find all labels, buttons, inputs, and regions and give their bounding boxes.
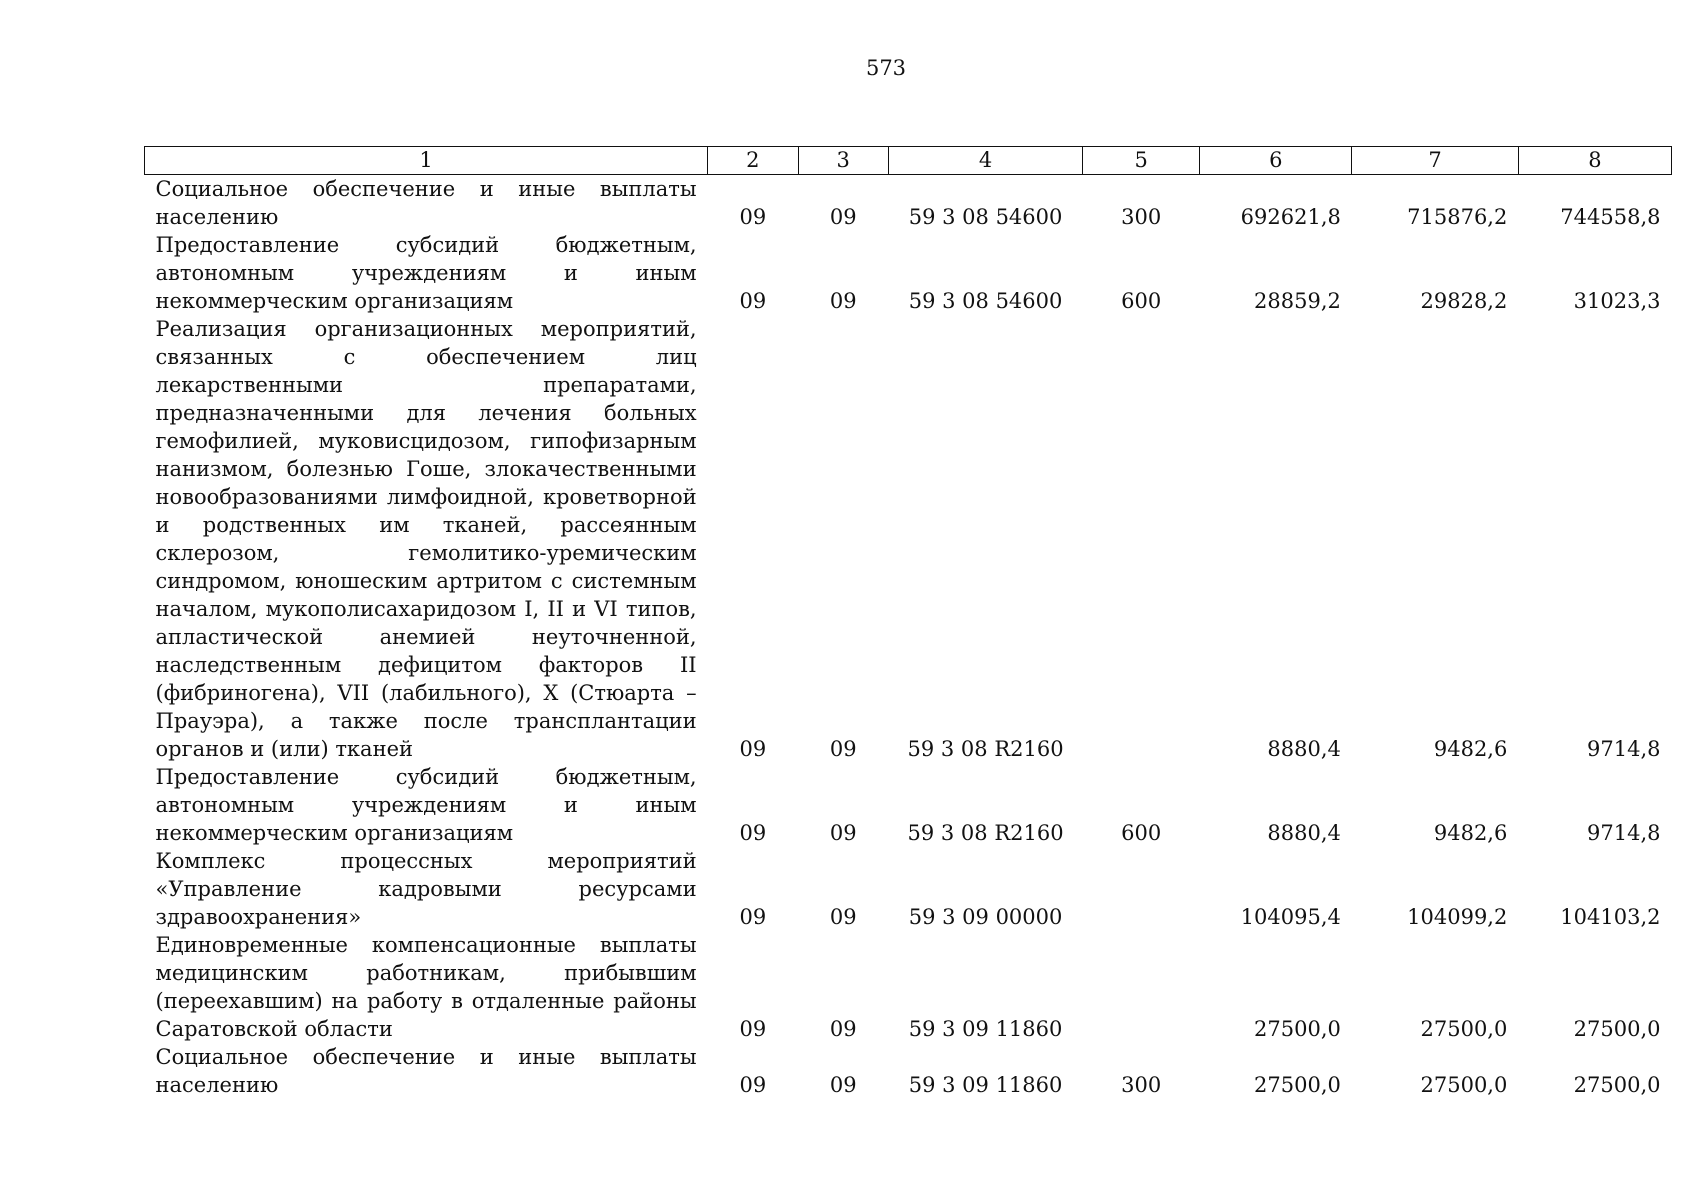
table-header xyxy=(145,147,1672,175)
table-row xyxy=(145,1043,1672,1099)
column-header-2: 2 xyxy=(708,147,798,175)
row-amount-col8: 31023,3 xyxy=(1573,289,1661,313)
row-amount-col8: 9714,8 xyxy=(1587,737,1661,761)
row-target-article: 59 3 08 54600 xyxy=(908,205,1063,229)
page-number: 573 xyxy=(865,56,907,80)
row-amount-col7: 9482,6 xyxy=(1433,737,1508,761)
row-amount-col8: 104103,2 xyxy=(1560,905,1661,929)
row-amount-col7: 9482,6 xyxy=(1433,821,1508,845)
row-amount-col8: 9714,8 xyxy=(1587,821,1661,845)
row-expense-type: 300 xyxy=(1121,1073,1162,1097)
row-expense-type: 600 xyxy=(1121,289,1162,313)
row-expense-type: 600 xyxy=(1121,821,1162,845)
row-subsection-code: 09 xyxy=(829,737,857,761)
row-description: Предоставление субсидий бюджетным, автономным учреждениям и иным некоммерческим организациям xyxy=(155,233,697,313)
row-section-code: 09 xyxy=(739,289,767,313)
row-amount-col6: 8880,4 xyxy=(1267,821,1341,845)
column-header-6: 6 xyxy=(1200,147,1352,175)
table-row xyxy=(145,315,1672,763)
row-amount-col7: 715876,2 xyxy=(1407,205,1508,229)
row-amount-col7: 27500,0 xyxy=(1420,1017,1508,1041)
header-row xyxy=(145,147,1672,175)
table-row xyxy=(145,175,1672,232)
row-expense-type xyxy=(1083,847,1200,931)
row-amount-col8: 27500,0 xyxy=(1573,1073,1661,1097)
row-subsection-code: 09 xyxy=(829,205,857,229)
row-description: Комплекс процессных мероприятий «Управление кадровыми ресурсами здравоохранения» xyxy=(155,849,697,929)
column-header-4: 4 xyxy=(888,147,1082,175)
row-subsection-code: 09 xyxy=(829,289,857,313)
row-subsection-code: 09 xyxy=(829,821,857,845)
row-amount-col6: 692621,8 xyxy=(1240,205,1341,229)
table-row xyxy=(145,847,1672,931)
row-section-code: 09 xyxy=(739,737,767,761)
row-subsection-code: 09 xyxy=(829,1073,857,1097)
row-description: Социальное обеспечение и иные выплаты населению xyxy=(155,1045,697,1097)
row-description: Единовременные компенсационные выплаты медицинским работникам, прибывшим (переехавшим) на работу в отдаленные районы Саратовской области xyxy=(155,933,697,1041)
row-target-article: 59 3 08 R2160 xyxy=(907,737,1064,761)
row-amount-col6: 104095,4 xyxy=(1240,905,1341,929)
budget-table xyxy=(144,146,1672,1099)
row-target-article: 59 3 08 54600 xyxy=(908,289,1063,313)
row-amount-col8: 27500,0 xyxy=(1573,1017,1661,1041)
row-section-code: 09 xyxy=(739,1073,767,1097)
row-amount-col6: 28859,2 xyxy=(1254,289,1341,313)
column-header-7: 7 xyxy=(1352,147,1518,175)
row-amount-col7: 27500,0 xyxy=(1420,1073,1508,1097)
row-section-code: 09 xyxy=(739,821,767,845)
column-header-8: 8 xyxy=(1518,147,1671,175)
column-header-1: 1 xyxy=(145,147,708,175)
row-target-article: 59 3 09 11860 xyxy=(908,1073,1063,1097)
row-description: Социальное обеспечение и иные выплаты населению xyxy=(155,177,697,229)
row-subsection-code: 09 xyxy=(829,905,857,929)
row-amount-col6: 8880,4 xyxy=(1267,737,1341,761)
row-target-article: 59 3 09 11860 xyxy=(908,1017,1063,1041)
row-subsection-code: 09 xyxy=(829,1017,857,1041)
row-expense-type: 300 xyxy=(1121,205,1162,229)
row-amount-col6: 27500,0 xyxy=(1254,1073,1341,1097)
table-body xyxy=(145,175,1672,1100)
table-row xyxy=(145,763,1672,847)
row-expense-type xyxy=(1083,315,1200,763)
row-section-code: 09 xyxy=(739,905,767,929)
row-description: Реализация организационных мероприятий, связанных с обеспечением лиц лекарственными препаратами, предназначенными для лечения больных гемофилией, муковисцидозом, гипофизарным нанизмом, болезнью Гоше, злокачественными новообразованиями лимфоидной, кроветворной и родственных им тканей, рассеянным склерозом, гемолитико-уремическим синдромом, юношеским артритом с системным началом, мукополисахаридозом I, II и VI типов, апластической анемией неуточненной, наследственным дефицитом факторов II (фибриногена), VII (лабильного), X (Стюарта – Прауэра), а также после трансплантации органов и (или) тканей xyxy=(155,317,697,761)
row-amount-col7: 104099,2 xyxy=(1407,905,1508,929)
row-amount-col7: 29828,2 xyxy=(1420,289,1508,313)
row-description: Предоставление субсидий бюджетным, автономным учреждениям и иным некоммерческим организациям xyxy=(155,765,697,845)
row-amount-col6: 27500,0 xyxy=(1254,1017,1341,1041)
column-header-5: 5 xyxy=(1083,147,1200,175)
row-expense-type xyxy=(1083,931,1200,1043)
row-amount-col8: 744558,8 xyxy=(1560,205,1661,229)
table-row xyxy=(145,931,1672,1043)
row-section-code: 09 xyxy=(739,205,767,229)
row-target-article: 59 3 08 R2160 xyxy=(907,821,1064,845)
column-header-3: 3 xyxy=(798,147,888,175)
table-row xyxy=(145,231,1672,315)
row-section-code: 09 xyxy=(739,1017,767,1041)
row-target-article: 59 3 09 00000 xyxy=(908,905,1063,929)
